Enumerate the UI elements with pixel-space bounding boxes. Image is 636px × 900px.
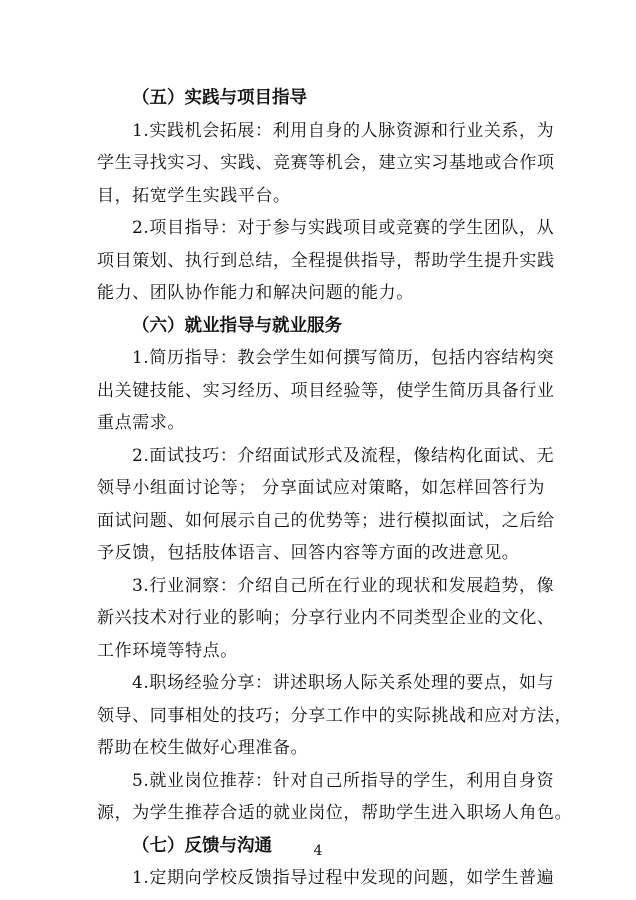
text-line: 4.职场经验分享：讲述职场人际关系处理的要点，如与 xyxy=(132,673,555,693)
text-line: 学生寻找实习、实践、竞赛等机会，建立实习基地或合作项 xyxy=(97,153,555,173)
text-line: 予反馈，包括肢体语言、回答内容等方面的改进意见。 xyxy=(97,543,520,563)
text-line: 领导小组面讨论等； 分享面试应对策略，如怎样回答行为 xyxy=(97,478,545,498)
text-line: 1.定期向学校反馈指导过程中发现的问题，如学生普遍 xyxy=(132,868,555,888)
text-line: 重点需求。 xyxy=(97,413,185,433)
section-heading-feedback: （七）反馈与沟通 xyxy=(132,835,272,856)
section-heading-practice: （五）实践与项目指导 xyxy=(132,88,307,108)
paragraph-resume-guidance xyxy=(97,342,555,440)
text-line: 目，拓宽学生实践平台。 xyxy=(97,185,291,206)
text-line: 项目策划、执行到总结，全程提供指导，帮助学生提升实践 xyxy=(97,250,555,271)
paragraph-feedback-school xyxy=(97,862,555,895)
text-line: 领导、同事相处的技巧；分享工作中的实际挑战和应对方法， xyxy=(97,705,573,726)
text-line: 面试问题、如何展示自己的优势等；进行模拟面试，之后给 xyxy=(97,510,555,531)
text-line: 5.就业岗位推荐：针对自己所指导的学生，利用自身资 xyxy=(132,770,555,791)
paragraph-job-recommendation xyxy=(97,765,573,830)
text-line: 2.项目指导：对于参与实践项目或竞赛的学生团队，从 xyxy=(132,218,555,238)
text-line: 源，为学生推荐合适的就业岗位，帮助学生进入职场人角色。 xyxy=(97,803,573,823)
paragraph-industry-insight xyxy=(97,570,555,668)
text-line: 帮助在校生做好心理准备。 xyxy=(97,738,309,758)
section-heading-employment: （六）就业指导与就业服务 xyxy=(132,315,342,336)
paragraph-practice-opportunity xyxy=(97,115,555,213)
text-line: 出关键技能、实习经历、项目经验等，使学生简历具备行业 xyxy=(97,380,555,401)
paragraph-project-guidance xyxy=(97,212,555,310)
paragraph-workplace-experience xyxy=(97,667,573,765)
text-line: 1.实践机会拓展：利用自身的人脉资源和行业关系，为 xyxy=(132,120,555,141)
paragraph-interview-skills xyxy=(97,440,555,570)
text-line: 3.行业洞察：介绍自己所在行业的现状和发展趋势，像 xyxy=(132,575,555,596)
document-body xyxy=(97,82,573,895)
page-number: 4 xyxy=(313,843,323,859)
text-line: 2.面试技巧：介绍面试形式及流程，像结构化面试、无 xyxy=(132,445,555,466)
text-line: 1.简历指导：教会学生如何撰写简历，包括内容结构突 xyxy=(132,348,555,368)
text-line: 新兴技术对行业的影响；分享行业内不同类型企业的文化、 xyxy=(97,608,555,628)
text-line: 能力、团队协作能力和解决问题的能力。 xyxy=(97,283,414,303)
text-line: 工作环境等特点。 xyxy=(97,640,238,661)
